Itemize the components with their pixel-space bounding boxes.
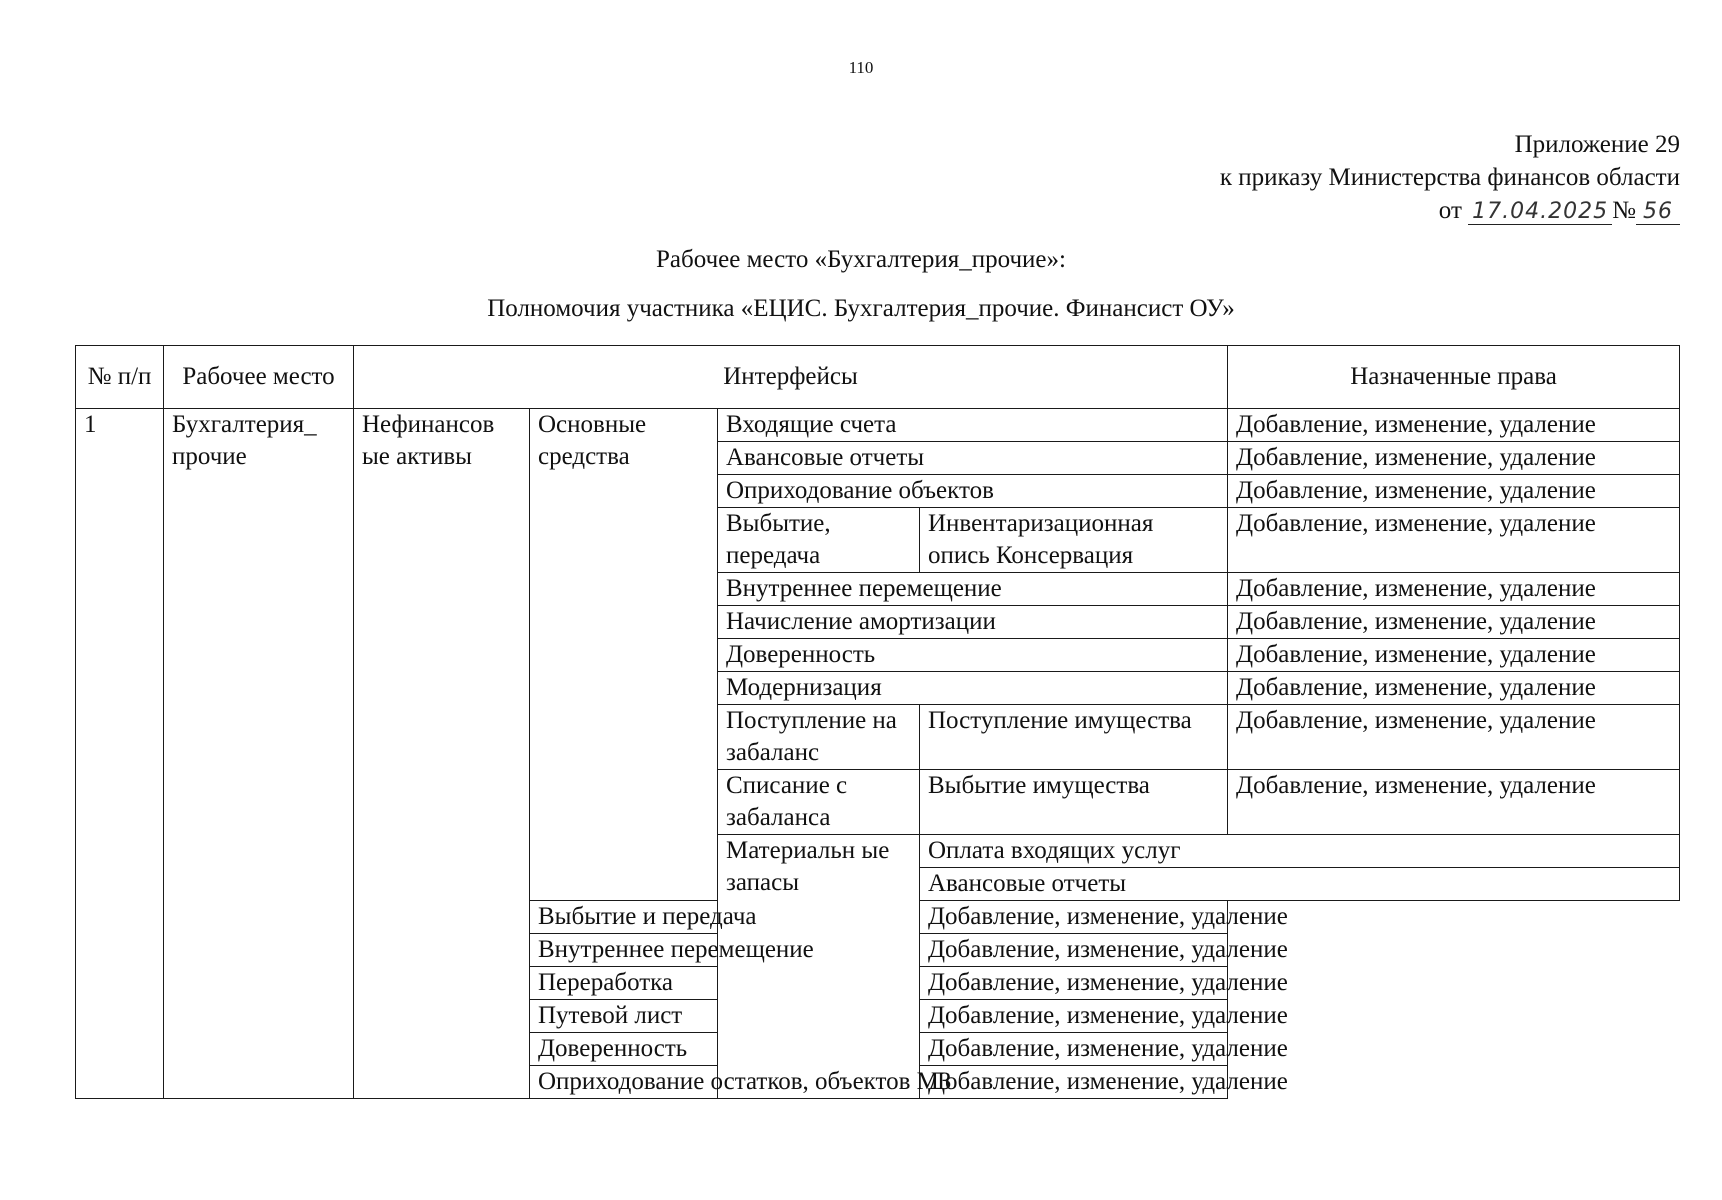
interface-label: Внутреннее перемещение — [718, 573, 1228, 606]
workplace-cell: Бухгалтерия_ прочие — [164, 409, 354, 1099]
right-cell: Добавление, изменение, удаление — [1228, 508, 1680, 573]
right-cell: Добавление, изменение, удаление — [1228, 705, 1680, 770]
table-row — [76, 409, 1680, 442]
order-line — [1439, 194, 1680, 227]
order-number: 56 — [1636, 200, 1680, 225]
interface-label: Выбытие, передача — [718, 508, 920, 573]
interface-label: Начисление амортизации — [718, 606, 1228, 639]
appendix-block — [1220, 128, 1680, 227]
interface-sublabel: Выбытие имущества — [920, 770, 1228, 835]
participant-title: Полномочия участника «ЕЦИС. Бухгалтерия_прочие. Финансист ОУ» — [487, 295, 1235, 322]
workplace-title: Рабочее место «Бухгалтерия_прочие»: — [656, 246, 1066, 273]
header-interfaces: Интерфейсы — [354, 346, 1228, 409]
right-cell: Добавление, изменение, удаление — [1228, 606, 1680, 639]
row-number: 1 — [76, 409, 164, 1099]
right-cell: Добавление, изменение, удаление — [920, 1066, 1228, 1099]
order-prefix: от — [1438, 197, 1462, 224]
header-workplace: Рабочее место — [164, 346, 354, 409]
interface-label: Авансовые отчеты — [920, 868, 1680, 901]
order-date: 17.04.2025 — [1468, 200, 1612, 225]
page-number: 110 — [848, 58, 874, 77]
interface-label: Входящие счета — [718, 409, 1228, 442]
appendix-order-ref: к приказу Министерства финансов области — [1219, 164, 1680, 191]
right-cell: Добавление, изменение, удаление — [1228, 573, 1680, 606]
header-num: № п/п — [76, 346, 164, 409]
interface-sublabel: Инвентаризационная опись Консервация — [920, 508, 1228, 573]
section-cell: Основные средства — [530, 409, 718, 901]
order-no-label: № — [1612, 197, 1636, 224]
group-cell: Нефинансов ые активы — [354, 409, 530, 1099]
interface-label: Переработка — [530, 967, 920, 1000]
right-cell: Добавление, изменение, удаление — [1228, 770, 1680, 835]
header-rights: Назначенные права — [1228, 346, 1680, 409]
interface-label: Поступление на забаланс — [718, 705, 920, 770]
interface-label: Оприходование объектов — [718, 475, 1228, 508]
right-cell: Добавление, изменение, удаление — [920, 1000, 1228, 1033]
interface-label: Доверенность — [718, 639, 1228, 672]
interface-sublabel: Поступление имущества — [920, 705, 1228, 770]
right-cell: Добавление, изменение, удаление — [920, 967, 1228, 1000]
right-cell: Добавление, изменение, удаление — [1228, 672, 1680, 705]
right-cell: Добавление, изменение, удаление — [1228, 475, 1680, 508]
interface-label: Выбытие и передача — [530, 901, 920, 934]
interface-label: Списание с забаланса — [718, 770, 920, 835]
appendix-title: Приложение 29 — [1514, 131, 1680, 158]
right-cell: Добавление, изменение, удаление — [920, 1033, 1228, 1066]
interface-label: Доверенность — [530, 1033, 920, 1066]
interface-label: Модернизация — [718, 672, 1228, 705]
right-cell: Добавление, изменение, удаление — [920, 934, 1228, 967]
section-cell: Материальн ые запасы — [718, 835, 920, 1099]
interface-label: Путевой лист — [530, 1000, 920, 1033]
interface-label: Авансовые отчеты — [718, 442, 1228, 475]
right-cell: Добавление, изменение, удаление — [920, 901, 1228, 934]
interface-label: Внутреннее перемещение — [530, 934, 920, 967]
right-cell: Добавление, изменение, удаление — [1228, 442, 1680, 475]
right-cell: Добавление, изменение, удаление — [1228, 409, 1680, 442]
interface-label: Оплата входящих услуг — [920, 835, 1680, 868]
interface-label: Оприходование остатков, объектов МЗ — [530, 1066, 920, 1099]
right-cell: Добавление, изменение, удаление — [1228, 639, 1680, 672]
table-header-row — [76, 346, 1680, 409]
rights-table — [75, 345, 1680, 1099]
